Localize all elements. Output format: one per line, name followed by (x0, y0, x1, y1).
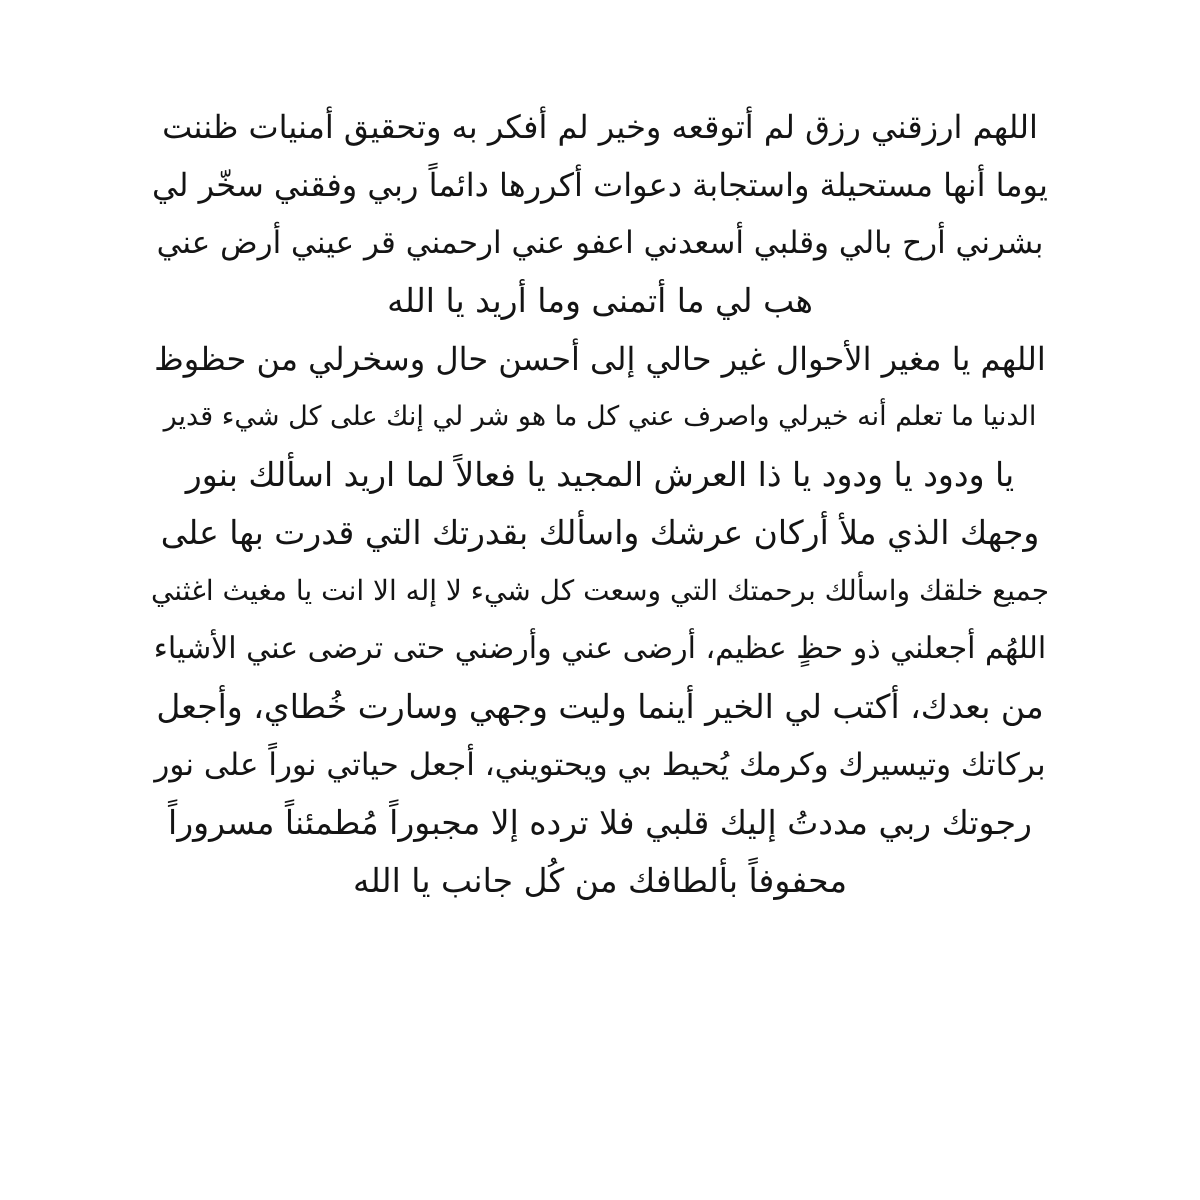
text-line-14: محفوفاً بألطافك من كُل جانب يا الله (352, 861, 848, 900)
text-line-11: من بعدك، أكتب لي الخير أينما وليت وجهي وسارت خُطاي، وأجعل (156, 687, 1044, 726)
text-line-1: اللهم ارزقني رزق لم أتوقعه وخير لم أفكر به وتحقيق أمنيات ظننت (162, 108, 1038, 146)
text-line-4: هب لي ما أتمنى وما أريد يا الله (387, 281, 813, 320)
prayer-text (150, 98, 1050, 910)
text-line-6: الدنيا ما تعلم أنه خيرلي واصرف عني كل ما هو شر لي إنك على كل شيء قدير (163, 401, 1037, 432)
text-line-13: رجوتك ربي مددتُ إليك قلبي فلا ترده إلا مجبوراً مُطمئناً مسروراً (168, 803, 1032, 842)
text-line-10: اللهُم أجعلني ذو حظٍ عظيم، أرضى عني وأرضني حتى ترضى عني الأشياء (153, 631, 1047, 666)
text-line-5: اللهم يا مغير الأحوال غير حالي إلى أحسن حال وسخرلي من حظوظ (154, 340, 1046, 378)
text-line-3: بشرني أرح بالي وقلبي أسعدني اعفو عني ارحمني قر عيني أرض عني (156, 225, 1044, 261)
text-line-8: وجهك الذي ملأ أركان عرشك واسألك بقدرتك التي قدرت بها على (160, 513, 1040, 552)
text-line-7: يا ودود يا ودود يا ذا العرش المجيد يا فعالاً لما اريد اسألك بنور (185, 455, 1015, 494)
text-line-9: جميع خلقك واسألك برحمتك التي وسعت كل شيء لا إله الا انت يا مغيث اغثني (150, 574, 1050, 607)
text-line-2: يوما أنها مستحيلة واستجابة دعوات أكررها دائماً ربي وفقني سخّر لي (152, 166, 1048, 204)
text-line-12: بركاتك وتيسيرك وكرمك يُحيط بي ويحتويني، أجعل حياتي نوراً على نور (154, 747, 1046, 783)
